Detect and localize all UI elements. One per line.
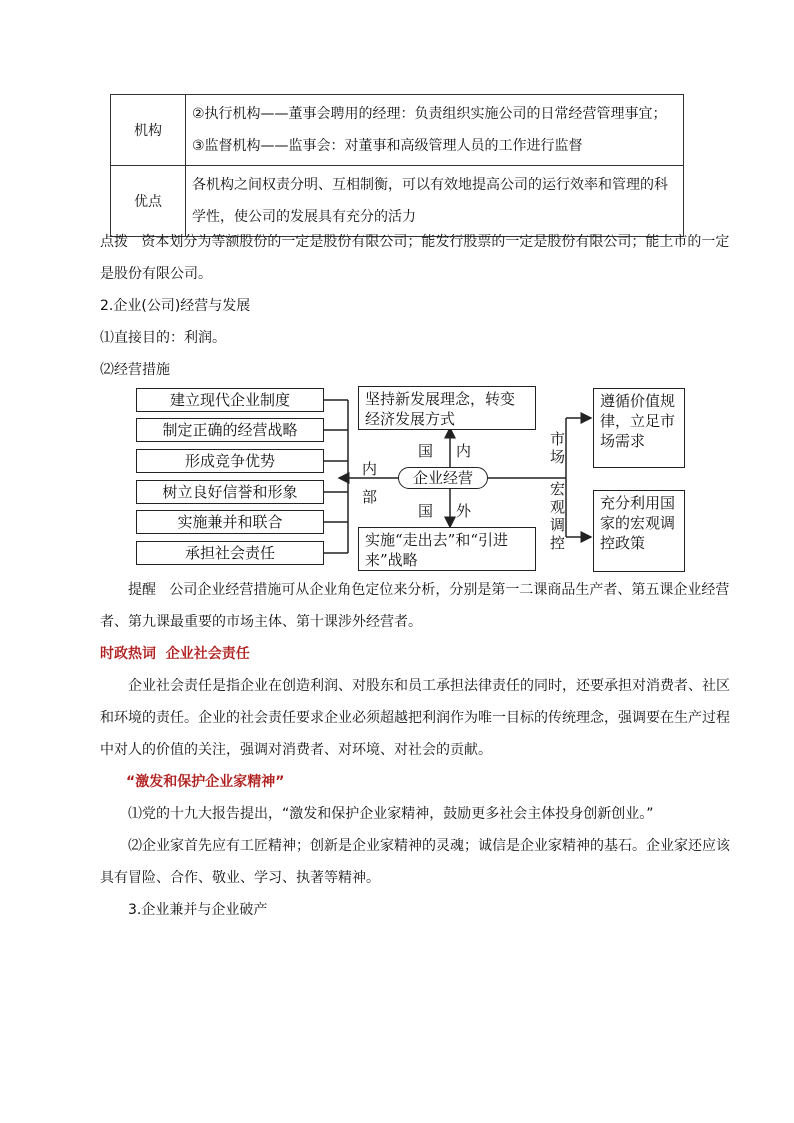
hot-topic-item: ⑵企业家首先应有工匠精神；创新是企业家精神的灵魂；诚信是企业家精神的基石。企业家还应该具有冒险、合作、敬业、学习、执著等精神。 xyxy=(100,838,730,886)
domestic-label: 国 xyxy=(418,442,434,460)
domestic-label: 内 xyxy=(456,442,472,460)
measure-box: 制定正确的经营战略 xyxy=(136,418,324,442)
measure-box: 建立现代企业制度 xyxy=(136,388,324,412)
domestic-box: 坚持新发展理念，转变经济发展方式 xyxy=(358,386,536,430)
measure-box: 实施兼并和联合 xyxy=(136,510,324,534)
section-title: 2.企业(公司)经营与发展 xyxy=(100,298,251,314)
business-operation-diagram xyxy=(136,382,696,578)
internal-label: 内 xyxy=(362,460,378,478)
macro-label: 宏观调控 xyxy=(550,480,566,552)
tip-label: 提醒 xyxy=(128,582,156,598)
company-structure-table xyxy=(110,94,684,237)
hot-topic-item: ⑴党的十九大报告提出，“激发和保护企业家精神，鼓励更多社会主体投身创新创业。” xyxy=(128,806,654,822)
foreign-label: 外 xyxy=(456,502,472,520)
hot-topic-title: 企业社会责任 xyxy=(165,646,250,662)
tip-paragraph xyxy=(100,226,730,290)
table-row-head: 机构 xyxy=(111,95,186,166)
market-box: 遵循价值规律，立足市场需求 xyxy=(593,388,685,468)
foreign-box: 实施“走出去”和“引进来”战略 xyxy=(358,527,536,571)
macro-box: 充分利用国家的宏观调控政策 xyxy=(593,490,685,572)
tip-text: 公司企业经营措施可从企业角色定位来分析，分别是第一二课商品生产者、第五课企业经营者、第九课最重要的市场主体、第十课涉外经营者。 xyxy=(100,582,730,630)
measure-box: 形成竞争优势 xyxy=(136,449,324,473)
hot-topic-paragraph: 企业社会责任是指企业在创造利润、对股东和员工承担法律责任的同时，还要承担对消费者、社区和环境的责任。企业的社会责任要求企业必须超越把利润作为唯一目标的传统理念，强调要在生产过程中对人的价值的关注，强调对消费者、对环境、对社会的贡献。 xyxy=(100,678,730,758)
hot-topic-subheading: “激发和保护企业家精神” xyxy=(126,774,285,790)
table-row-head: 优点 xyxy=(111,166,186,237)
table-row-body: 各机构之间权责分明、互相制衡，可以有效地提高公司的运行效率和管理的科学性，使公司的发展具有充分的活力 xyxy=(186,166,684,237)
market-label: 市场 xyxy=(550,430,566,466)
foreign-label: 国 xyxy=(418,502,434,520)
hot-topic-label: 时政热词 xyxy=(100,646,156,662)
section-title: 3.企业兼并与企业破产 xyxy=(128,902,268,918)
tip-label: 点拨 xyxy=(100,234,128,250)
list-item: ⑵经营措施 xyxy=(100,362,170,378)
internal-label: 部 xyxy=(362,488,378,506)
table-row xyxy=(111,95,684,166)
tip-text: 资本划分为等额股份的一定是股份有限公司；能发行股票的一定是股份有限公司；能上市的一定是股份有限公司。 xyxy=(100,234,730,282)
tip-paragraph xyxy=(100,574,730,638)
hot-topic-heading xyxy=(100,638,250,670)
list-item: ⑴直接目的：利润。 xyxy=(100,330,226,346)
center-box: 企业经营 xyxy=(398,467,488,489)
measure-box: 树立良好信誉和形象 xyxy=(136,480,324,504)
table-row-body: ②执行机构——董事会聘用的经理：负责组织实施公司的日常经营管理事宜；③监督机构——监事会：对董事和高级管理人员的工作进行监督 xyxy=(186,95,684,166)
measure-box: 承担社会责任 xyxy=(136,541,324,565)
